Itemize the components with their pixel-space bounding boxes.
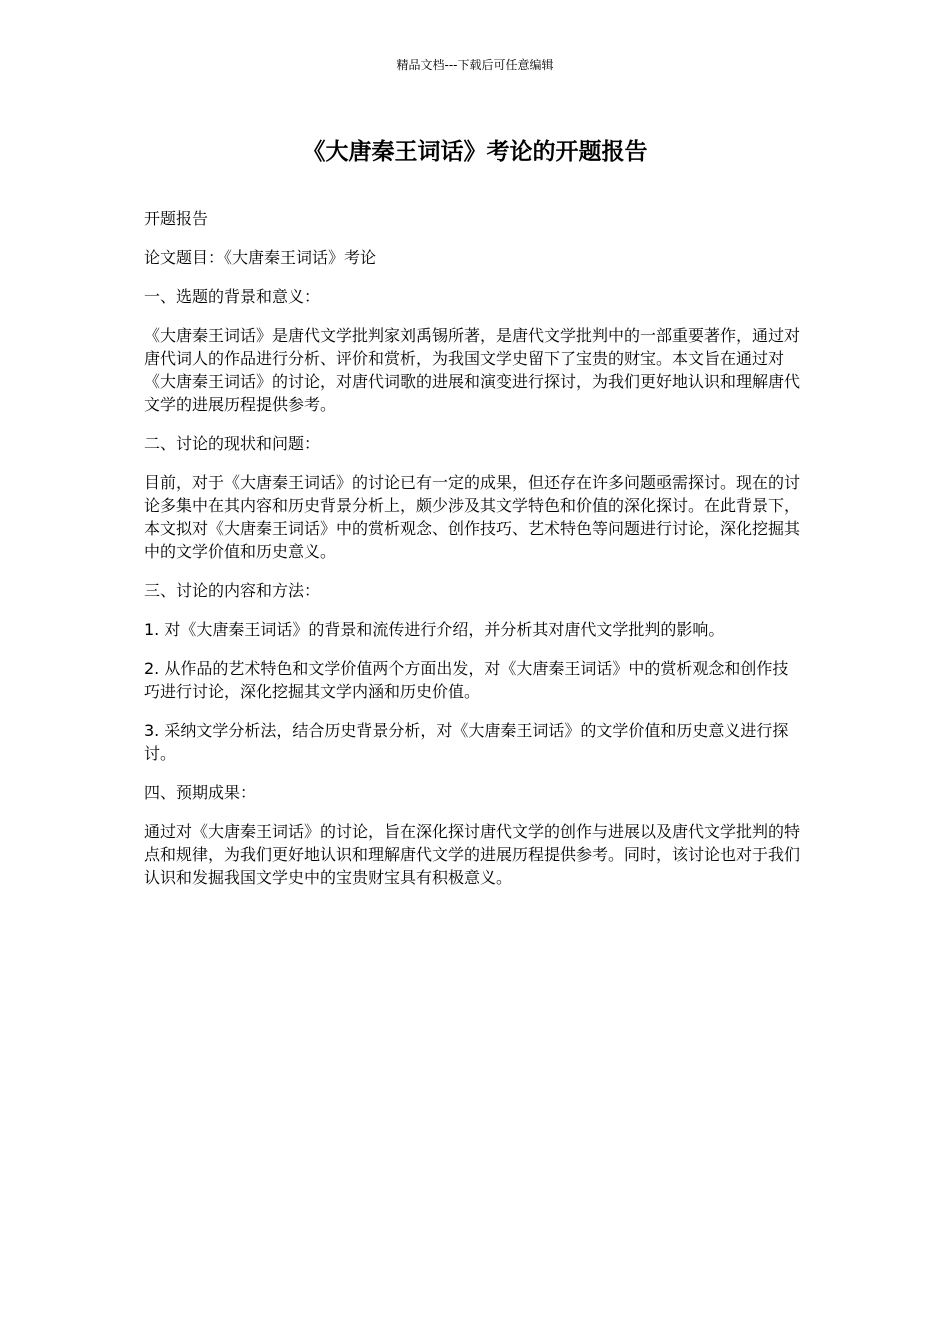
header-note: 精品文档---下载后可任意编辑 — [396, 58, 554, 72]
paragraph-status: 目前，对于《大唐秦王词话》的讨论已有一定的成果，但还存在许多问题亟需探讨。现在的讨论多集中在其内容和历史背景分析上，颇少涉及其文学特色和价值的深化探讨。在此背景下，本文拟对《大唐秦王词话》中的赏析观念、创作技巧、艺术特色等问题进行讨论，深化挖掘其中的文学价值和历史意义。 — [144, 473, 801, 561]
thesis-topic: 论文题目：《大唐秦王词话》考论 — [144, 248, 377, 267]
list-item-2: 2. 从作品的艺术特色和文学价值两个方面出发，对《大唐秦王词话》中的赏析观念和创作技巧进行讨论，深化挖掘其文学内涵和历史价值。 — [144, 659, 789, 701]
document-title: 《大唐秦王词话》考论的开题报告 — [302, 139, 648, 165]
paragraph-background: 《大唐秦王词话》是唐代文学批判家刘禹锡所著，是唐代文学批判中的一部重要著作，通过对唐代词人的作品进行分析、评价和赏析，为我国文学史留下了宝贵的财宝。本文旨在通过对《大唐秦王词话》的讨论，对唐代词歌的进展和演变进行探讨，为我们更好地认识和理解唐代文学的进展历程提供参考。 — [144, 326, 801, 414]
section-heading-content: 三、讨论的内容和方法： — [144, 581, 321, 600]
section-heading-background: 一、选题的背景和意义： — [144, 287, 321, 306]
document-body — [144, 207, 804, 905]
list-item-3: 3. 采纳文学分析法，结合历史背景分析，对《大唐秦王词话》的文学价值和历史意义进行探讨。 — [144, 721, 789, 763]
section-label: 开题报告 — [144, 209, 209, 228]
list-item-1: 1. 对《大唐秦王词话》的背景和流传进行介绍，并分析其对唐代文学批判的影响。 — [144, 620, 725, 639]
section-heading-status: 二、讨论的现状和问题： — [144, 434, 321, 453]
paragraph-results: 通过对《大唐秦王词话》的讨论，旨在深化探讨唐代文学的创作与进展以及唐代文学批判的特点和规律，为我们更好地认识和理解唐代文学的进展历程提供参考。同时，该讨论也对于我们认识和发掘我国文学史中的宝贵财宝具有积极意义。 — [144, 822, 801, 887]
section-heading-results: 四、预期成果： — [144, 783, 257, 802]
